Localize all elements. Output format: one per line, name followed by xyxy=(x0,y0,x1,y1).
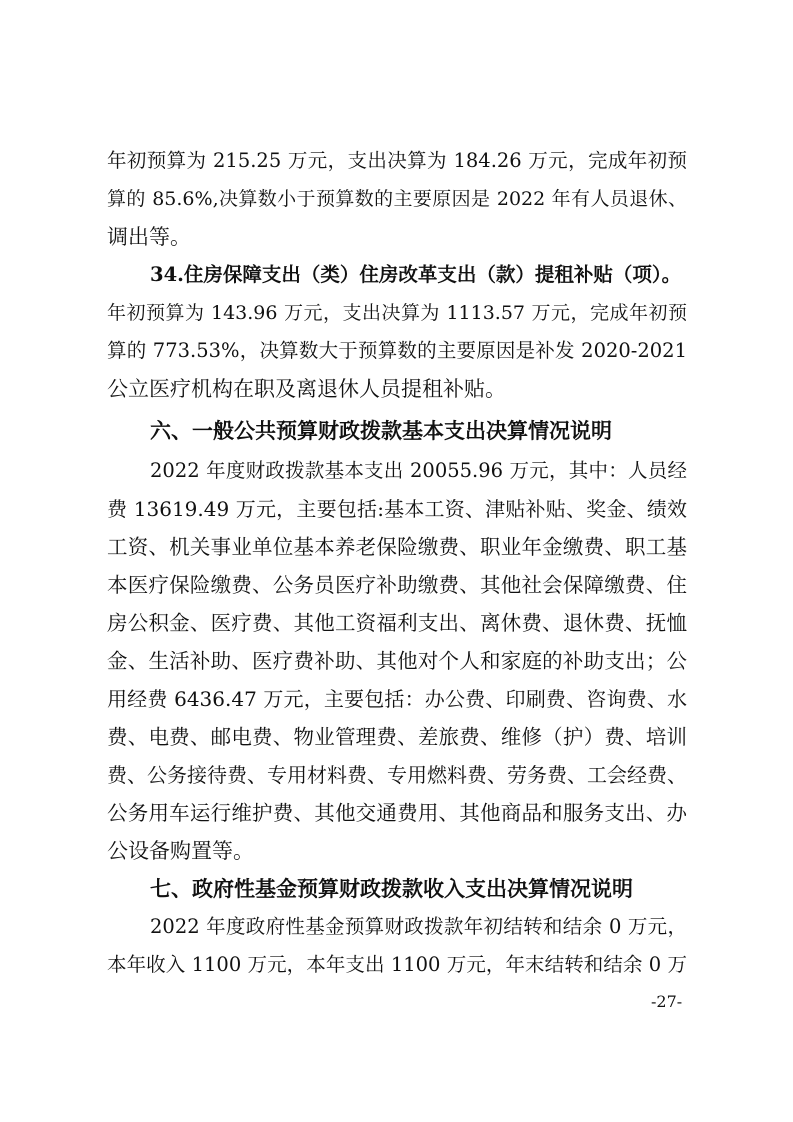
paragraph-line: 2022 年度政府性基金预算财政拨款年初结转和结余 0 万元， xyxy=(150,915,687,938)
paragraph-line: 2022 年度财政拨款基本支出 20055.96 万元，其中：人员经 xyxy=(150,459,687,482)
paragraph-line: 本年收入 1100 万元，本年支出 1100 万元，年末结转和结余 0 万 xyxy=(107,953,687,976)
paragraph-line: 年初预算为 143.96 万元，支出决算为 1113.57 万元，完成年初预 xyxy=(107,302,687,324)
paragraph-line: 费、电费、邮电费、物业管理费、差旅费、维修（护）费、培训 xyxy=(107,725,687,749)
paragraph-line: 公设备购置等。 xyxy=(107,839,254,863)
paragraph-line: 算的 85.6%,决算数小于预算数的主要原因是 2022 年有人员退休、 xyxy=(107,188,687,210)
section-heading: 六、一般公共预算财政拨款基本支出决算情况说明 xyxy=(150,418,612,443)
page-number: -27- xyxy=(651,992,683,1011)
paragraph-line: 公务用车运行维护费、其他交通费用、其他商品和服务支出、办 xyxy=(107,801,687,825)
paragraph-line: 本医疗保险缴费、公务员医疗补助缴费、其他社会保障缴费、住 xyxy=(107,573,687,597)
section-heading: 七、政府性基金预算财政拨款收入支出决算情况说明 xyxy=(150,876,633,901)
paragraph-line: 费 13619.49 万元，主要包括:基本工资、津贴补贴、奖金、绩效 xyxy=(107,497,687,521)
paragraph-line: 算的 773.53%，决算数大于预算数的主要原因是补发 2020-2021 xyxy=(107,339,687,362)
paragraph-line: 工资、机关事业单位基本养老保险缴费、职业年金缴费、职工基 xyxy=(107,535,687,559)
paragraph-line: 费、公务接待费、专用材料费、专用燃料费、劳务费、工会经费、 xyxy=(107,763,687,787)
paragraph-line: 金、生活补助、医疗费补助、其他对个人和家庭的补助支出；公 xyxy=(107,649,687,673)
paragraph-line: 年初预算为 215.25 万元，支出决算为 184.26 万元，完成年初预 xyxy=(107,149,687,172)
paragraph-line: 公立医疗机构在职及离退休人员提租补贴。 xyxy=(107,377,506,401)
paragraph-line: 房公积金、医疗费、其他工资福利支出、离休费、退休费、抚恤 xyxy=(107,611,687,635)
item-heading: 34.住房保障支出（类）住房改革支出（款）提租补贴（项）。 xyxy=(150,263,682,286)
paragraph-line: 调出等。 xyxy=(107,225,191,249)
paragraph-line: 用经费 6436.47 万元，主要包括：办公费、印刷费、咨询费、水 xyxy=(107,687,687,711)
